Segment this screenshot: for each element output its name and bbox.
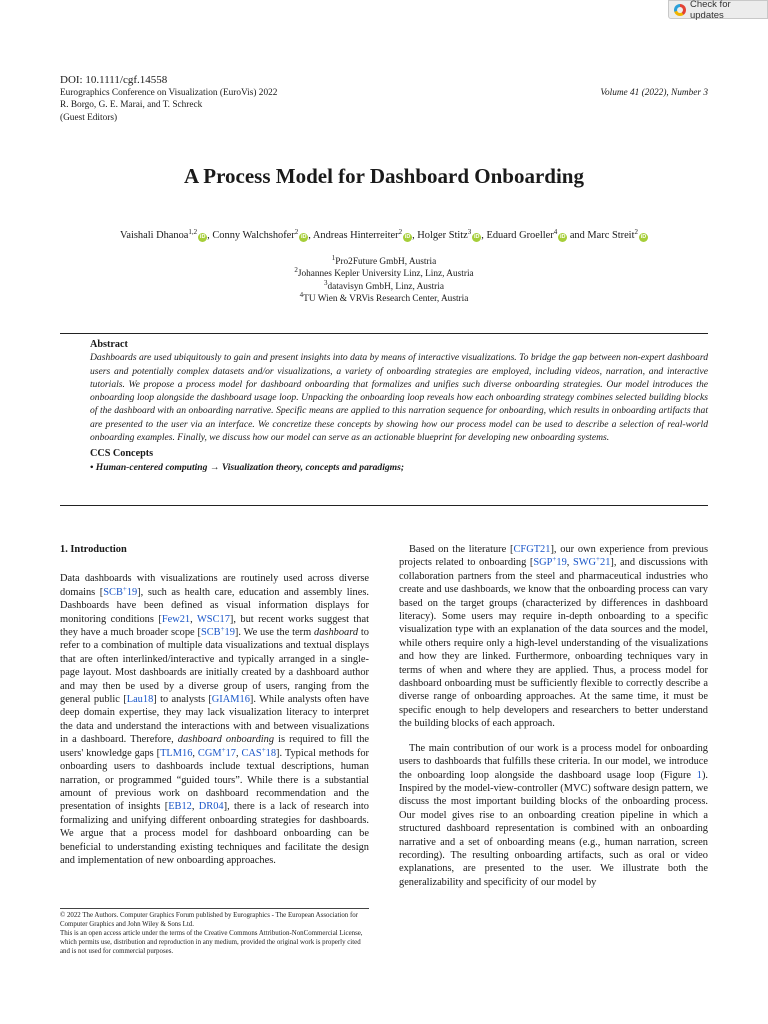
affiliation-text: datavisyn GmbH, Linz, Austria	[327, 281, 444, 292]
abstract-heading: Abstract	[90, 339, 128, 350]
affiliation-number: 1	[331, 254, 336, 262]
intro-paragraph-3: The main contribution of our work is a process model for onboarding users to dashboards that fulfills these criteria. In our model, we introduce the onboarding loop alongside the dashboard usage loop (Figure 1). Inspired by the model-view-controller (MVC) software design pattern, we discuss the most important building blocks of the onboarding process. Our model gives rise to an onboarding creation pipeline in which a structured dashboard representation is combined with an onboarding narrative and a set of onboarding means (e.g., human narration, screen recording). The resulting onboarding artifacts, such as oral or video explanations, are presented to the user. We illustrate both the generalizability and specificity of our model by	[399, 742, 708, 888]
affiliation-list	[0, 256, 768, 305]
ccs-left: Human-centered computing	[95, 461, 208, 473]
journal-header	[60, 74, 708, 124]
author-list	[0, 229, 768, 243]
orcid-icon[interactable]: iD	[404, 234, 411, 240]
author-name: Conny Walchshofer	[212, 230, 295, 241]
citation-link[interactable]: Few21	[161, 613, 191, 625]
citation-link[interactable]: CFGT21	[513, 544, 551, 555]
footnote-line-2: This is an open access article under the terms of the Creative Commons Attribution-NonCommercial License, which permits use, distribution and reproduction in any medium, provided the original work is properly cited and is not used for commercial purposes.	[60, 929, 363, 955]
right-column	[399, 543, 708, 889]
affiliation-text: Pro2Future GmbH, Austria	[335, 257, 437, 267]
citation-link[interactable]: SCB+19	[103, 584, 138, 598]
author-name: Marc Streit	[587, 230, 635, 241]
citation-link[interactable]: GIAM16	[211, 694, 250, 706]
doi[interactable]: DOI: 10.1111/cgf.14558	[60, 74, 168, 86]
volume-info: Volume 41 (2022), Number 3	[600, 88, 708, 98]
citation-link[interactable]: SCB+19	[200, 625, 235, 639]
guest-editors-line: (Guest Editors)	[60, 112, 118, 123]
author-separator: and	[567, 230, 588, 241]
author-affil-sup: 2	[294, 228, 299, 236]
section-heading-introduction: 1. Introduction	[60, 544, 127, 555]
check-for-updates-label: Check for updates	[689, 0, 731, 21]
footnote-line-1: © 2022 The Authors. Computer Graphics Forum published by Eurographics - The European Association for Computer Graphics and John Wiley & Sons Ltd.	[60, 912, 358, 928]
author-affil-sup: 2	[634, 228, 638, 236]
author-affil-sup: 4	[553, 228, 558, 236]
author-affil-sup: 2	[398, 228, 403, 236]
author-name: Holger Stitz	[417, 230, 468, 241]
citation-link[interactable]: CGM+17	[197, 745, 236, 759]
ccs-heading: CCS Concepts	[90, 448, 154, 460]
ccs-bullet: •	[90, 461, 94, 473]
author-affil-sup: 3	[467, 228, 472, 236]
affiliation-line	[0, 278, 768, 293]
citation-link[interactable]: Lau18	[126, 694, 154, 706]
orcid-icon[interactable]: iD	[199, 234, 206, 240]
emphasis-term: dashboard	[314, 627, 359, 639]
author-name: Vaishali Dhanoa	[120, 230, 189, 241]
abstract-text: Dashboards are used ubiquitously to gain and present insights into data by means of interactive visualizations. To bridge the gap between non-expert dashboard users and potentially complex datasets and/or visualizations, a variety of onboarding strategies are employed, including videos, narration, and interactive tutorials. We propose a process model for dashboard onboarding that formalizes and unifies such diverse onboarding strategies. Our model introduces the onboarding loop alongside the dashboard usage loop. Unpacking the onboarding loop reveals how each onboarding strategy combines selected building blocks of the dashboard with an onboarding narrative. Specific means are applied to this narration sequence for onboarding, which results in onboarding artifacts that are presented to the user via an interface. We concretize these concepts by showing how our process model can be used to describe a selection of real-world onboarding examples. Finally, we discuss how our model can serve as an actionable blueprint for developing new onboarding systems.	[90, 352, 708, 444]
ccs-right: Visualization theory, concepts and paradigms;	[221, 461, 405, 473]
ccs-arrow: →	[209, 461, 220, 473]
check-for-updates-button[interactable]	[668, 0, 768, 19]
author-separator: ,	[481, 230, 487, 241]
conference-line: Eurographics Conference on Visualization (EuroVis) 2022	[60, 88, 278, 98]
crossmark-icon	[674, 4, 686, 16]
affiliation-number: 4	[299, 290, 304, 299]
affiliation-number: 2	[294, 266, 298, 275]
orcid-icon[interactable]: iD	[301, 234, 307, 240]
affiliation-line	[0, 256, 768, 268]
author-separator: ,	[412, 230, 418, 241]
author-separator: ,	[207, 230, 213, 241]
abstract-section	[90, 338, 708, 474]
affiliation-text: TU Wien & VRVis Research Center, Austria	[303, 293, 469, 304]
citation-link[interactable]: 1	[696, 769, 702, 781]
emphasis-term: dashboard onboarding	[177, 734, 275, 746]
copyright-footnote	[60, 912, 369, 957]
left-column	[60, 543, 369, 867]
citation-link[interactable]: WSC17	[196, 613, 230, 625]
author-affil-sup: 1,2	[188, 228, 198, 236]
intro-paragraph-2: Based on the literature [CFGT21], our own experience from previous projects related to onboarding [SGP+19, SWG+21], and discussions with collaboration partners from the steel and pharmaceutical industries who create and use dashboards, we know that the onboarding process can vary based on the target groups (characterized by differences in dashboard literacy). Some users may require in-depth onboarding to a specific visualization type with an explanation of the data sources and the model, while others require only a high-level understanding of the visualizations and how they are linked. Furthermore, onboarding techniques vary in terms of when and where they are applied. Thus, a process model for dashboard onboarding must be sufficiently flexible to correctly describe a diverse range of onboarding approaches. At the same time, it must be specific enough to help developers and researchers to better understand the building blocks of each approach.	[399, 544, 709, 730]
citation-link[interactable]: TLM16	[160, 747, 193, 759]
affiliation-number: 3	[324, 278, 328, 287]
citation-link[interactable]: EB12	[168, 801, 192, 813]
citation-link[interactable]: SGP+19	[533, 555, 567, 569]
intro-paragraph-1: Data dashboards with visualizations are routinely used across diverse domains [SCB+19], such as health care, education and assembly lines. Dashboards have been defined as visual information displays for monitoring conditions [Few21, WSC17], but recent works suggest that they have a much broader scope [SCB+19]. We use the term dashboard to refer to a combination of multiple data visualizations and textual displays that are often interlinked/interactive and typically arranged in a single-page layout. Most dashboards are initially created by a dashboard author and may then be used by a diverse group of users, ranging from the general public [Lau18] to analysts [GIAM16]. While analysts often have deep domain expertise, they may lack visualization literacy to interpret the data and understand the interactions with and between visualizations in a dashboard. Therefore, dashboard onboarding is required to fill the users' knowledge gaps [TLM16, CGM+17, CAS+18]. Typical methods for onboarding users to dashboards include textual descriptions, human narration, or programmed “guided tours”. While there is a substantial amount of previous work on dashboard recommendation and the presentation of insights [EB12, DR04], there is a lack of research into formalizing and unifying different onboarding strategies for dashboards. We argue that a process model for dashboard onboarding can be beneficial to understanding existing techniques and facilitate the design and implementation of new onboarding approaches.	[60, 573, 370, 866]
abstract-bottom-rule	[60, 505, 708, 506]
affiliation-line	[0, 290, 768, 305]
affiliation-text: Johannes Kepler University Linz, Linz, Austria	[297, 269, 474, 280]
author-separator: ,	[308, 230, 313, 241]
ccs-concepts	[90, 461, 708, 474]
citation-link[interactable]: DR04	[198, 801, 224, 813]
citation-link[interactable]: SWG+21	[572, 555, 611, 569]
paper-title: A Process Model for Dashboard Onboarding	[183, 164, 584, 188]
author-name: Andreas Hinterreiter	[312, 230, 399, 241]
orcid-icon[interactable]: iD	[559, 234, 566, 240]
footnote-rule	[60, 908, 369, 909]
orcid-icon[interactable]: iD	[474, 234, 480, 240]
citation-link[interactable]: CAS+18	[241, 745, 277, 759]
author-name: Eduard Groeller	[486, 230, 554, 241]
affiliation-line	[0, 268, 768, 280]
orcid-icon[interactable]: iD	[640, 234, 647, 240]
abstract-top-rule	[60, 333, 708, 334]
editors-line: R. Borgo, G. E. Marai, and T. Schreck	[60, 100, 203, 111]
